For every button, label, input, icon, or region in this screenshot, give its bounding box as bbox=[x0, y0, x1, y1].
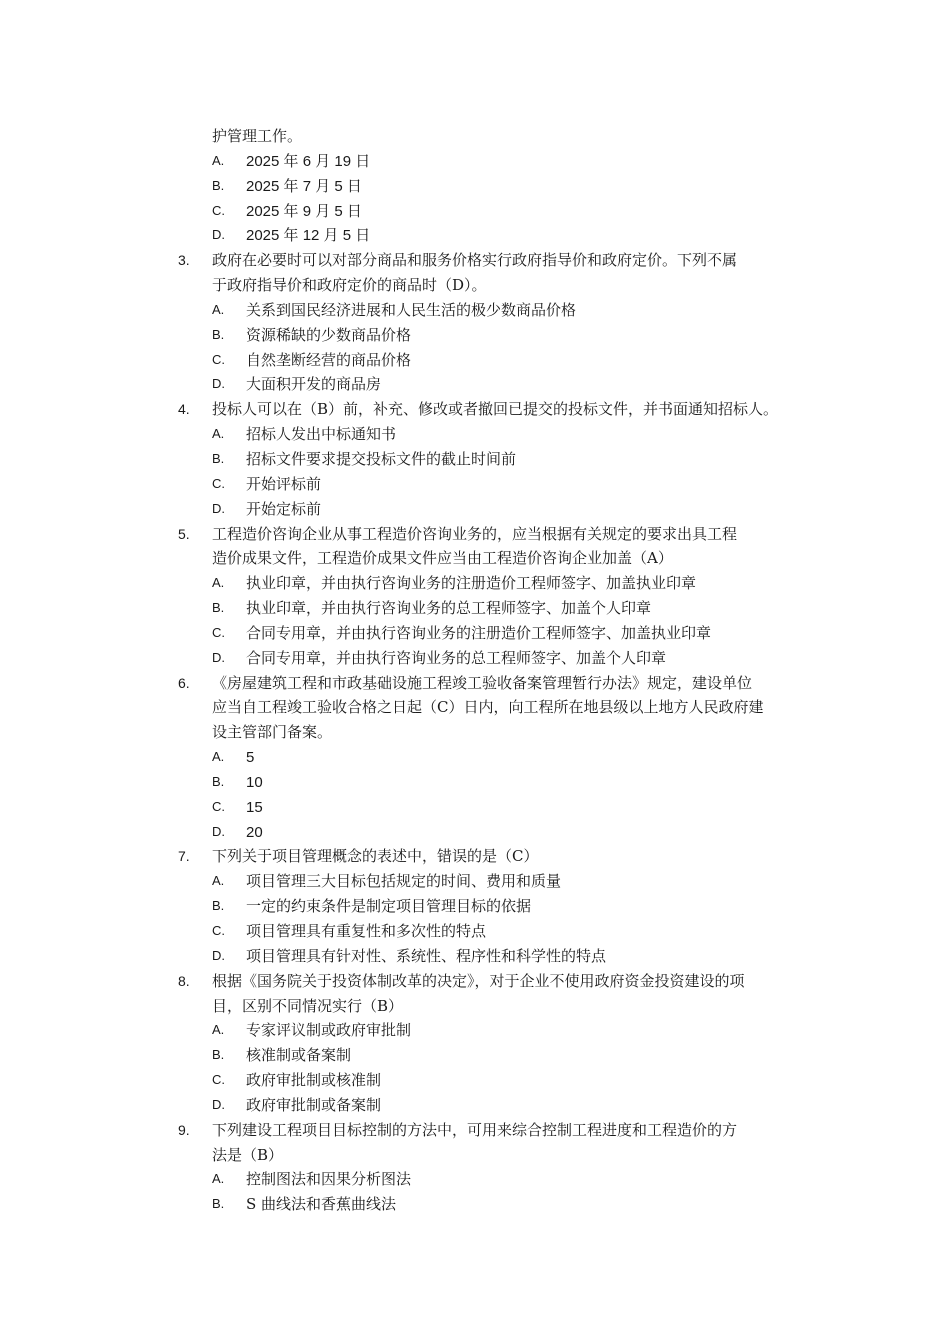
question-number: 5. bbox=[178, 525, 190, 542]
option-text: 一定的约束条件是制定项目管理目标的依据 bbox=[246, 897, 532, 916]
question-text-continued bbox=[178, 994, 810, 1019]
question-text-continued bbox=[178, 124, 810, 149]
option-text: 2025 年 9 月 5 日 bbox=[246, 202, 362, 220]
option-text: 控制图法和因果分析图法 bbox=[246, 1170, 412, 1189]
answer-option bbox=[178, 372, 810, 397]
option-label: B. bbox=[212, 773, 225, 789]
option-text: 招标人发出中标通知书 bbox=[246, 425, 397, 444]
option-text: 项目管理具有针对性、系统性、程序性和科学性的特点 bbox=[246, 946, 607, 965]
option-label: D. bbox=[212, 1096, 225, 1112]
question-number: 9. bbox=[178, 1121, 190, 1138]
option-text: 开始定标前 bbox=[246, 499, 322, 518]
question-text: 政府在必要时可以对部分商品和服务价格实行政府指导价和政府定价。下列不属 bbox=[212, 251, 738, 270]
option-text: 2025 年 7 月 5 日 bbox=[246, 177, 362, 195]
option-label: D. bbox=[212, 823, 225, 839]
question-text-continued bbox=[178, 273, 810, 298]
option-label: B. bbox=[212, 600, 225, 616]
answer-option bbox=[178, 497, 810, 522]
option-label: A. bbox=[212, 749, 225, 765]
question-text: 工程造价咨询企业从事工程造价咨询业务的，应当根据有关规定的要求出具工程 bbox=[212, 524, 738, 543]
question-text: 设主管部门备案。 bbox=[212, 723, 333, 742]
option-label: A. bbox=[212, 1022, 225, 1038]
question-number: 7. bbox=[178, 848, 190, 865]
option-text: 政府审批制或备案制 bbox=[246, 1095, 382, 1114]
option-text: 执业印章，并由执行咨询业务的总工程师签字、加盖个人印章 bbox=[246, 599, 652, 618]
option-text: 资源稀缺的少数商品价格 bbox=[246, 325, 412, 344]
question-item bbox=[178, 397, 810, 422]
option-text: 自然垄断经营的商品价格 bbox=[246, 350, 412, 369]
question-number: 8. bbox=[178, 972, 190, 989]
answer-option bbox=[178, 1068, 810, 1093]
question-item bbox=[178, 671, 810, 696]
answer-option bbox=[178, 1018, 810, 1043]
option-text: 合同专用章，并由执行咨询业务的注册造价工程师签字、加盖执业印章 bbox=[246, 623, 712, 642]
option-label: B. bbox=[212, 326, 225, 342]
option-text: 项目管理三大目标包括规定的时间、费用和质量 bbox=[246, 872, 562, 891]
answer-option bbox=[178, 820, 810, 845]
option-text: 项目管理具有重复性和多次性的特点 bbox=[246, 922, 487, 940]
question-text: 根据《国务院关于投资体制改革的决定》，对于企业不使用政府资金投资建设的项 bbox=[212, 971, 745, 990]
answer-option bbox=[178, 869, 810, 894]
answer-option bbox=[178, 223, 810, 248]
option-label: D. bbox=[212, 947, 225, 963]
answer-option bbox=[178, 944, 810, 969]
answer-option bbox=[178, 447, 810, 472]
option-label: C. bbox=[212, 351, 225, 367]
question-item bbox=[178, 969, 810, 994]
option-label: A. bbox=[212, 873, 225, 889]
option-text: 5 bbox=[246, 749, 255, 767]
option-text: 15 bbox=[246, 798, 263, 816]
option-label: C. bbox=[212, 202, 225, 218]
question-number: 3. bbox=[178, 252, 190, 269]
question-text: 下列建设工程项目目标控制的方法中，可用来综合控制工程进度和工程造价的方 bbox=[212, 1120, 738, 1139]
answer-option bbox=[178, 571, 810, 596]
question-text-continued bbox=[178, 1143, 810, 1168]
answer-option bbox=[178, 770, 810, 795]
answer-option bbox=[178, 174, 810, 199]
question-number: 4. bbox=[178, 401, 190, 418]
option-text: S 曲线法和香蕉曲线法 bbox=[246, 1195, 397, 1214]
question-text: 造价成果文件，工程造价成果文件应当由工程造价咨询企业加盖（A） bbox=[212, 549, 673, 568]
option-label: D. bbox=[212, 500, 225, 516]
answer-option bbox=[178, 323, 810, 348]
answer-option bbox=[178, 1192, 810, 1217]
option-label: D. bbox=[212, 376, 225, 392]
question-text: 护管理工作。 bbox=[212, 127, 303, 145]
option-label: B. bbox=[212, 1047, 225, 1063]
question-text: 《房屋建筑工程和市政基础设施工程竣工验收备案管理暂行办法》规定，建设单位 bbox=[212, 673, 753, 692]
option-text: 招标文件要求提交投标文件的截止时间前 bbox=[246, 449, 517, 468]
question-list bbox=[178, 124, 810, 1217]
option-text: 专家评议制或政府审批制 bbox=[246, 1021, 412, 1040]
answer-option bbox=[178, 348, 810, 373]
option-text: 合同专用章，并由执行咨询业务的总工程师签字、加盖个人印章 bbox=[246, 648, 667, 667]
option-label: A. bbox=[212, 1171, 225, 1187]
option-label: B. bbox=[212, 450, 225, 466]
option-text: 政府审批制或核准制 bbox=[246, 1071, 382, 1090]
option-label: C. bbox=[212, 475, 225, 491]
answer-option bbox=[178, 199, 810, 224]
option-text: 大面积开发的商品房 bbox=[246, 375, 382, 394]
option-label: B. bbox=[212, 177, 225, 193]
answer-option bbox=[178, 621, 810, 646]
option-text: 执业印章，并由执行咨询业务的注册造价工程师签字、加盖执业印章 bbox=[246, 574, 697, 593]
answer-option bbox=[178, 422, 810, 447]
option-label: D. bbox=[212, 649, 225, 665]
answer-option bbox=[178, 298, 810, 323]
option-label: B. bbox=[212, 898, 225, 914]
question-item bbox=[178, 844, 810, 869]
option-text: 关系到国民经济进展和人民生活的极少数商品价格 bbox=[246, 300, 577, 319]
option-label: A. bbox=[212, 301, 225, 317]
option-text: 20 bbox=[246, 823, 263, 841]
answer-option bbox=[178, 646, 810, 671]
option-label: A. bbox=[212, 426, 225, 442]
question-item bbox=[178, 1118, 810, 1143]
option-label: A. bbox=[212, 575, 225, 591]
question-text-continued bbox=[178, 546, 810, 571]
answer-option bbox=[178, 894, 810, 919]
question-text: 投标人可以在（B）前，补充、修改或者撤回已提交的投标文件，并书面通知招标人。 bbox=[212, 400, 779, 419]
answer-option bbox=[178, 1043, 810, 1068]
option-label: A. bbox=[212, 152, 225, 168]
option-text: 2025 年 6 月 19 日 bbox=[246, 152, 371, 170]
question-text: 下列关于项目管理概念的表述中，错误的是（C） bbox=[212, 847, 539, 866]
answer-option bbox=[178, 472, 810, 497]
option-label: D. bbox=[212, 227, 225, 243]
question-text: 应当自工程竣工验收合格之日起（C）日内，向工程所在地县级以上地方人民政府建 bbox=[212, 698, 764, 717]
option-text: 核准制或备案制 bbox=[246, 1046, 352, 1065]
question-number: 6. bbox=[178, 674, 190, 691]
answer-option bbox=[178, 1167, 810, 1192]
answer-option bbox=[178, 596, 810, 621]
option-text: 2025 年 12 月 5 日 bbox=[246, 227, 371, 245]
answer-option bbox=[178, 1093, 810, 1118]
question-text: 于政府指导价和政府定价的商品时（D）。 bbox=[212, 276, 487, 295]
option-label: C. bbox=[212, 624, 225, 640]
question-text-continued bbox=[178, 695, 810, 720]
question-item bbox=[178, 248, 810, 273]
question-text: 法是（B） bbox=[212, 1145, 284, 1164]
question-item bbox=[178, 522, 810, 547]
answer-option bbox=[178, 919, 810, 944]
answer-option bbox=[178, 795, 810, 820]
option-label: C. bbox=[212, 1072, 225, 1088]
option-label: C. bbox=[212, 923, 225, 938]
question-text-continued bbox=[178, 720, 810, 745]
option-text: 开始评标前 bbox=[246, 474, 322, 493]
option-label: B. bbox=[212, 1196, 225, 1212]
question-text: 目，区别不同情况实行（B） bbox=[212, 996, 404, 1015]
answer-option bbox=[178, 149, 810, 174]
answer-option bbox=[178, 745, 810, 770]
option-text: 10 bbox=[246, 773, 263, 791]
option-label: C. bbox=[212, 798, 225, 814]
